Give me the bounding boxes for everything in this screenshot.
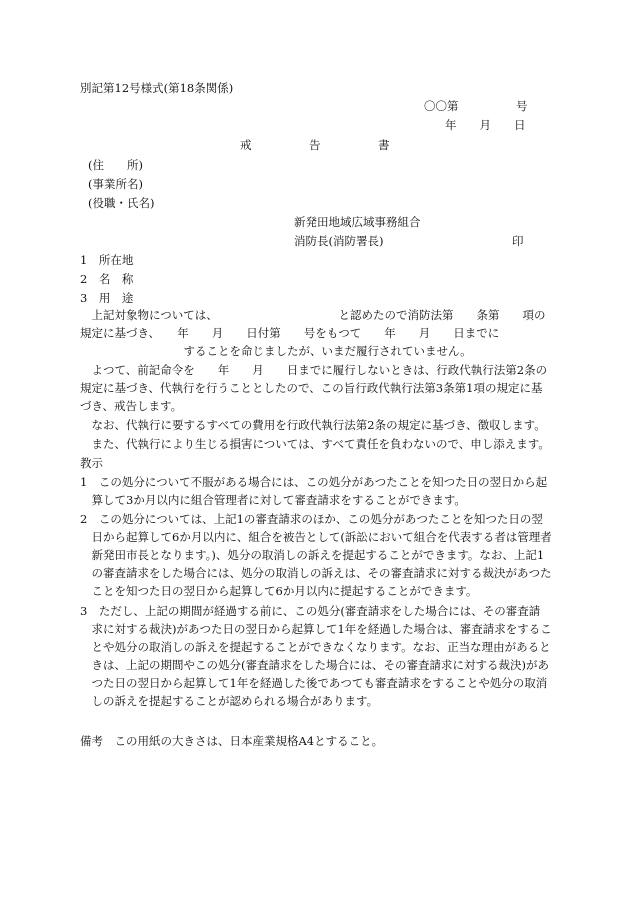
recipient-address-label: (住 所) — [88, 158, 143, 172]
body-paragraph-line: することを命じましたが、いまだ履行されていません。 — [80, 344, 472, 358]
body-paragraph-line: 上記対象物については、 と認めたので消防法第 条第 項の — [80, 308, 546, 322]
body-paragraph-line: よつて、前記命令を 年 月 日までに履行しないときは、行政代執行法第2条の — [80, 363, 548, 377]
notice-line: の審査請求をした場合には、処分の取消しの訴えは、その審査請求に対する裁決があつた — [80, 566, 552, 580]
issuer-chief: 消防長(消防署長) — [294, 234, 384, 248]
document-title: 戒 告 書 — [240, 138, 390, 152]
notice-line: きは、上記の期間やこの処分(審査請求をした場合には、その審査請求に対する裁決)があ — [80, 658, 549, 672]
item-use: 3 用 途 — [80, 291, 134, 305]
notice-line: しの訴えを提起することが認められる場合があります。 — [80, 694, 379, 708]
issuer-organization: 新発田地域広域事務組合 — [294, 215, 421, 229]
item-name: 2 名 称 — [80, 272, 134, 286]
notice-line: 算して3か月以内に組合管理者に対して審査請求をすることができます。 — [80, 493, 466, 507]
form-number: 別記第12号様式(第18条関係) — [80, 81, 234, 95]
notice-line: ことを知つた日の翌日から起算して6か月以内に提起することができます。 — [80, 584, 478, 598]
recipient-position-label: (役職・氏名) — [88, 196, 155, 210]
seal-mark: 印 — [512, 234, 524, 248]
document-date: 年 月 日 — [445, 118, 526, 132]
recipient-office-label: (事業所名) — [88, 177, 143, 191]
document-number: 〇〇第 号 — [424, 99, 528, 113]
notice-line: 3 ただし、上記の期間が経過する前に、この処分(審査請求をした場合には、その審査請 — [80, 604, 541, 618]
notice-line: とや処分の取消しの訴えを提起することができなくなります。なお、正当な理由があると — [80, 640, 551, 654]
notice-line: 新発田市長となります。)、処分の取消しの訴えを提起することができます。なお、上記1 — [80, 548, 545, 562]
body-paragraph-line: づき、戒告します。 — [80, 399, 183, 413]
body-paragraph-line: なお、代執行に要するすべての費用を行政代執行法第2条の規定に基づき、徴収します。 — [80, 418, 546, 432]
notice-line: 日から起算して6か月以内に、組合を被告として(訴訟において組合を代表する者は管理者 — [80, 530, 552, 544]
item-location: 1 所在地 — [80, 253, 134, 267]
notice-line: 1 この処分について不服がある場合には、この処分があつたことを知つた日の翌日から起 — [80, 475, 548, 489]
notice-line: 求に対する裁決)があつた日の翌日から起算して1年を経過した場合は、審査請求をするこ — [80, 622, 552, 636]
body-paragraph-line: 規定に基づき、 年 月 日付第 号をもつて 年 月 日までに — [80, 326, 500, 340]
notice-line: つた日の翌日から起算して1年を経過した後であつても審査請求をすることや処分の取消 — [80, 676, 548, 690]
remarks: 備考 この用紙の大きさは、日本産業規格A4とすること。 — [80, 734, 384, 748]
body-paragraph-line: 規定に基づき、代執行を行うこととしたので、この旨行政代執行法第3条第1項の規定に基 — [80, 381, 543, 395]
notice-line: 2 この処分については、上記1の審査請求のほか、この処分があつたことを知つた日の翌 — [80, 512, 543, 526]
body-paragraph-line: また、代執行により生じる損害については、すべて責任を負わないので、申し添えます。 — [80, 437, 550, 451]
notice-heading: 教示 — [80, 456, 103, 470]
